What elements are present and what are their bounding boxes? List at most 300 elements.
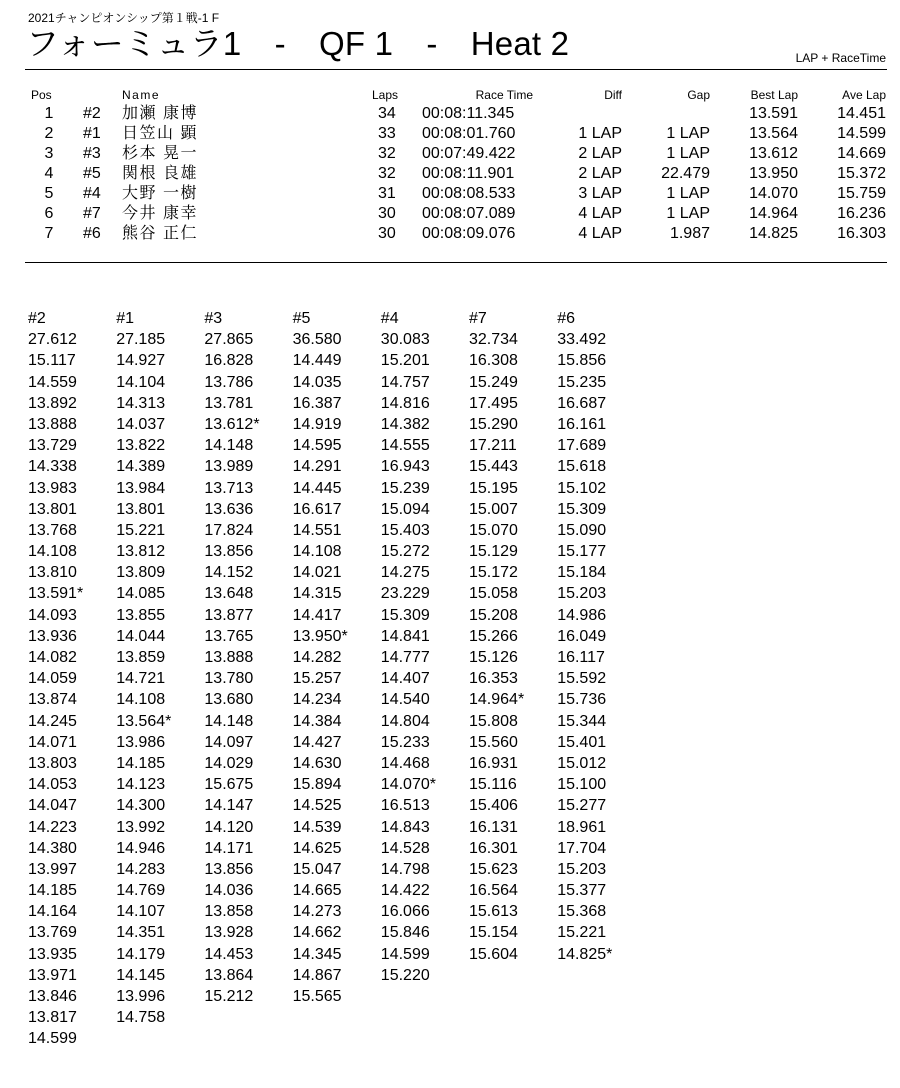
lap-time-cell: 14.234 xyxy=(292,691,342,709)
lap-time-cell: 14.070* xyxy=(380,776,436,794)
lap-time-cell: 14.843 xyxy=(380,818,430,836)
lap-column-header: #2 xyxy=(28,310,46,327)
lap-time-cell: 14.185 xyxy=(116,754,166,772)
race-time-cell: 00:08:11.901 xyxy=(422,165,515,182)
lap-time-cell: 15.233 xyxy=(380,733,430,751)
lap-time-cell: 16.387 xyxy=(292,394,342,412)
lap-time-cell: 14.093 xyxy=(28,606,77,624)
lap-time-cell: 15.846 xyxy=(380,924,430,942)
position-cell: 1 xyxy=(44,105,54,122)
lap-time-cell: 13.822 xyxy=(116,437,166,455)
lap-time-cell: 15.592 xyxy=(557,670,607,688)
lap-time-cell: 15.007 xyxy=(469,500,518,518)
lap-time-cell: 14.171 xyxy=(204,839,254,857)
lap-time-cell: 15.203 xyxy=(557,585,607,603)
best-lap-cell: 14.964 xyxy=(749,205,798,222)
gap-cell: 1 LAP xyxy=(666,125,710,142)
lap-time-cell: 15.403 xyxy=(380,521,430,539)
lap-time-cell: 14.179 xyxy=(116,945,166,963)
supertitle: 2021チャンピオンシップ第１戦-1 F xyxy=(28,11,220,25)
gap-cell: 1 LAP xyxy=(666,205,710,222)
lap-time-cell: 15.618 xyxy=(557,458,607,476)
lap-time-cell: 14.223 xyxy=(28,818,77,836)
results-header-row xyxy=(0,88,900,104)
lap-time-cell: 14.108 xyxy=(292,543,342,561)
position-cell: 2 xyxy=(44,125,54,142)
driver-name-cell: 加瀬 康博 xyxy=(122,105,198,122)
lap-time-cell: 14.029 xyxy=(204,754,254,772)
car-number-cell: #6 xyxy=(83,225,101,242)
car-number-cell: #1 xyxy=(83,125,101,142)
lap-time-cell: 16.943 xyxy=(380,458,430,476)
lap-time-cell: 30.083 xyxy=(380,331,430,349)
lap-column-header: #7 xyxy=(469,310,487,327)
diff-cell: 2 LAP xyxy=(578,165,622,182)
lap-time-cell: 15.012 xyxy=(557,754,607,772)
lap-time-cell: 16.513 xyxy=(380,797,430,815)
lap-time-cell: 14.816 xyxy=(380,394,430,412)
lap-time-cell: 14.389 xyxy=(116,458,166,476)
race-time-cell: 00:08:11.345 xyxy=(422,105,515,122)
lap-time-cell: 14.071 xyxy=(28,733,77,751)
lap-time-cell: 13.765 xyxy=(204,627,254,645)
lap-time-cell: 14.351 xyxy=(116,924,166,942)
diff-cell: 1 LAP xyxy=(578,125,622,142)
race-time-cell: 00:07:49.422 xyxy=(422,145,516,162)
lap-time-cell: 15.560 xyxy=(469,733,518,751)
gap-cell: 22.479 xyxy=(661,165,710,182)
lap-time-cell: 13.950* xyxy=(292,627,348,645)
lap-time-cell: 13.817 xyxy=(28,1009,77,1027)
lap-time-cell: 15.894 xyxy=(292,776,342,794)
lap-time-cell: 15.090 xyxy=(557,521,607,539)
lap-time-cell: 14.625 xyxy=(292,839,342,857)
lap-time-cell: 14.148 xyxy=(204,437,254,455)
lap-time-cell: 14.275 xyxy=(380,564,430,582)
lap-time-cell: 16.049 xyxy=(557,627,607,645)
lap-time-cell: 16.161 xyxy=(557,415,607,433)
lap-time-cell: 13.864 xyxy=(204,966,254,984)
ave-lap-cell: 16.236 xyxy=(837,205,886,222)
lap-time-cell: 14.551 xyxy=(292,521,342,539)
lap-time-cell: 17.824 xyxy=(204,521,254,539)
diff-cell: 4 LAP xyxy=(578,225,622,242)
lap-time-cell: 14.097 xyxy=(204,733,254,751)
lap-time-cell: 13.809 xyxy=(116,564,166,582)
lap-time-cell: 15.257 xyxy=(292,670,342,688)
lap-time-cell: 14.082 xyxy=(28,649,77,666)
table-row xyxy=(0,164,900,184)
lap-time-cell: 14.407 xyxy=(380,670,430,688)
lap-time-cell: 15.195 xyxy=(469,479,518,497)
lap-time-cell: 16.564 xyxy=(469,882,518,900)
diff-cell: 3 LAP xyxy=(578,185,622,202)
lap-time-cell: 14.841 xyxy=(380,627,430,645)
laps-cell: 30 xyxy=(378,205,396,222)
col-race-time: Race Time xyxy=(475,88,533,102)
lap-time-cell: 14.185 xyxy=(28,882,77,900)
lap-time-cell: 33.492 xyxy=(557,331,607,349)
lap-time-cell: 16.301 xyxy=(469,839,518,857)
lap-time-cell: 13.768 xyxy=(28,521,77,539)
laps-cell: 30 xyxy=(378,225,396,242)
lap-column xyxy=(381,308,471,986)
lap-column-header: #3 xyxy=(204,310,223,327)
table-row xyxy=(0,204,900,224)
lap-time-cell: 14.721 xyxy=(116,670,166,688)
lap-time-cell: 27.612 xyxy=(28,331,77,349)
lap-time-cell: 15.675 xyxy=(204,776,254,794)
lap-time-cell: 13.786 xyxy=(204,373,254,391)
lap-time-cell: 13.874 xyxy=(28,691,77,709)
driver-name-cell: 関根 良雄 xyxy=(122,165,198,182)
laps-cell: 32 xyxy=(378,145,396,162)
lap-time-cell: 15.443 xyxy=(469,458,518,476)
lap-time-cell: 14.120 xyxy=(204,818,254,836)
car-number-cell: #5 xyxy=(83,165,101,182)
lap-time-cell: 14.427 xyxy=(292,733,342,751)
ave-lap-cell: 14.669 xyxy=(837,145,886,162)
lap-time-cell: 15.309 xyxy=(557,500,607,518)
lap-time-cell: 14.104 xyxy=(116,373,166,391)
diff-cell: 4 LAP xyxy=(578,205,622,222)
race-time-cell: 00:08:09.076 xyxy=(422,225,516,242)
lap-column xyxy=(557,308,647,965)
position-cell: 5 xyxy=(44,185,54,202)
lap-time-cell: 14.044 xyxy=(116,627,166,645)
lap-time-cell: 15.058 xyxy=(469,585,518,603)
driver-name-cell: 日笠山 顕 xyxy=(122,125,198,142)
gap-cell: 1.987 xyxy=(669,225,710,242)
lap-time-cell: 15.368 xyxy=(557,903,607,921)
lap-time-cell: 14.037 xyxy=(116,415,166,433)
lap-time-cell: 15.102 xyxy=(557,479,607,497)
lap-time-cell: 14.599 xyxy=(28,1030,77,1048)
ave-lap-cell: 15.372 xyxy=(837,165,886,182)
lap-time-cell: 14.384 xyxy=(292,712,342,730)
lap-time-cell: 15.203 xyxy=(557,860,607,878)
lap-time-cell: 13.984 xyxy=(116,479,166,497)
driver-name-cell: 杉本 晃一 xyxy=(122,145,198,162)
position-cell: 7 xyxy=(44,225,54,242)
lap-time-cell: 14.338 xyxy=(28,458,77,476)
lap-time-cell: 13.846 xyxy=(28,988,77,1005)
lap-time-cell: 17.704 xyxy=(557,839,607,857)
lap-time-cell: 23.229 xyxy=(380,585,430,603)
lap-time-cell: 14.021 xyxy=(292,564,342,582)
lap-time-cell: 14.804 xyxy=(380,712,430,730)
lap-time-cell: 13.810 xyxy=(28,564,77,582)
lap-time-cell: 13.858 xyxy=(204,903,254,921)
lap-time-cell: 14.769 xyxy=(116,882,166,900)
lap-time-cell: 15.100 xyxy=(557,776,607,794)
footer-rule xyxy=(25,262,887,263)
lap-time-cell: 14.453 xyxy=(204,945,254,963)
lap-time-cell: 14.313 xyxy=(116,394,166,412)
best-lap-cell: 13.612 xyxy=(749,145,798,162)
lap-time-cell: 13.888 xyxy=(204,649,254,666)
lap-time-cell: 15.309 xyxy=(380,606,430,624)
results-table xyxy=(0,88,900,244)
lap-time-cell: 15.221 xyxy=(116,521,166,539)
lap-time-cell: 15.623 xyxy=(469,860,518,878)
lap-time-cell: 15.172 xyxy=(469,564,518,582)
lap-time-cell: 17.689 xyxy=(557,437,607,455)
results-body xyxy=(0,104,900,244)
best-lap-cell: 13.591 xyxy=(749,105,798,122)
lap-time-cell: 13.812 xyxy=(116,543,166,561)
lap-time-cell: 14.164 xyxy=(28,903,77,921)
best-lap-cell: 14.070 xyxy=(749,185,798,202)
lap-time-cell: 13.856 xyxy=(204,543,254,561)
lap-time-cell: 13.856 xyxy=(204,860,254,878)
lap-time-cell: 15.116 xyxy=(469,776,517,794)
lap-time-cell: 14.283 xyxy=(116,860,166,878)
lap-column xyxy=(469,308,559,965)
lap-time-cell: 15.129 xyxy=(469,543,518,561)
lap-time-cell: 16.308 xyxy=(469,352,518,370)
lap-time-cell: 13.713 xyxy=(204,479,254,497)
car-number-cell: #2 xyxy=(83,105,101,122)
lap-time-cell: 14.273 xyxy=(292,903,342,921)
car-number-cell: #7 xyxy=(83,205,101,222)
table-row xyxy=(0,224,900,244)
ave-lap-cell: 16.303 xyxy=(837,225,886,242)
lap-time-cell: 27.865 xyxy=(204,331,254,349)
lap-time-cell: 14.867 xyxy=(292,966,342,984)
lap-time-cell: 16.931 xyxy=(469,754,518,772)
lap-time-cell: 14.662 xyxy=(292,924,342,942)
lap-time-cell: 13.997 xyxy=(28,860,77,878)
lap-column xyxy=(293,308,383,1007)
lap-column xyxy=(116,308,206,1028)
lap-time-cell: 14.108 xyxy=(28,543,77,561)
diff-cell: 2 LAP xyxy=(578,145,622,162)
lap-column-header: #4 xyxy=(380,310,399,327)
lap-time-cell: 32.734 xyxy=(469,331,518,349)
lap-column xyxy=(204,308,294,1007)
lap-time-cell: 14.758 xyxy=(116,1009,166,1027)
lap-time-cell: 17.211 xyxy=(469,437,517,455)
lap-time-cell: 14.047 xyxy=(28,797,77,815)
lap-time-cell: 15.184 xyxy=(557,564,607,582)
lap-time-cell: 15.604 xyxy=(469,945,518,963)
lap-time-cell: 18.961 xyxy=(557,818,607,836)
lap-time-cell: 14.559 xyxy=(28,373,77,391)
lap-time-cell: 13.803 xyxy=(28,754,77,772)
lap-time-cell: 14.757 xyxy=(380,373,430,391)
lap-time-cell: 13.612* xyxy=(204,415,260,433)
laps-cell: 32 xyxy=(378,165,396,182)
lap-time-cell: 15.277 xyxy=(557,797,607,815)
lap-time-cell: 13.983 xyxy=(28,479,77,497)
lap-time-cell: 14.085 xyxy=(116,585,166,603)
position-cell: 4 xyxy=(44,165,54,182)
car-number-cell: #3 xyxy=(83,145,101,162)
lap-time-cell: 14.417 xyxy=(292,606,342,624)
lap-time-cell: 14.107 xyxy=(116,903,166,921)
lap-time-cell: 13.680 xyxy=(204,691,254,709)
lap-time-cell: 14.059 xyxy=(28,670,77,688)
lap-time-cell: 15.377 xyxy=(557,882,607,900)
lap-time-cell: 13.591* xyxy=(28,585,84,603)
lap-time-cell: 14.468 xyxy=(380,754,430,772)
lap-time-cell: 15.290 xyxy=(469,415,518,433)
lap-time-cell: 15.249 xyxy=(469,373,518,391)
laps-cell: 33 xyxy=(378,125,396,142)
race-time-cell: 00:08:01.760 xyxy=(422,125,516,142)
lap-time-cell: 14.123 xyxy=(116,776,166,794)
lap-time-cell: 14.445 xyxy=(292,479,342,497)
lap-time-cell: 15.208 xyxy=(469,606,518,624)
lap-time-cell: 14.382 xyxy=(380,415,430,433)
lap-time-cell: 36.580 xyxy=(292,331,342,349)
driver-name-cell: 大野 一樹 xyxy=(122,185,198,202)
gap-cell: 1 LAP xyxy=(666,145,710,162)
lap-time-cell: 14.964* xyxy=(469,691,525,709)
lap-time-cell: 13.992 xyxy=(116,818,166,836)
lap-time-cell: 13.877 xyxy=(204,606,254,624)
position-cell: 3 xyxy=(44,145,54,162)
lap-time-cell: 14.300 xyxy=(116,797,166,815)
col-pos: Pos xyxy=(31,88,52,102)
lap-time-cell: 15.201 xyxy=(380,352,430,370)
lap-time-cell: 14.539 xyxy=(292,818,342,836)
lap-time-cell: 14.315 xyxy=(292,585,342,603)
lap-time-cell: 13.729 xyxy=(28,437,77,455)
lap-time-cell: 15.344 xyxy=(557,712,607,730)
table-row xyxy=(0,144,900,164)
laps-cell: 34 xyxy=(378,105,396,122)
lap-time-cell: 14.986 xyxy=(557,606,607,624)
lap-time-cell: 14.919 xyxy=(292,415,342,433)
ave-lap-cell: 15.759 xyxy=(837,185,886,202)
lap-time-cell: 14.345 xyxy=(292,945,342,963)
car-number-cell: #4 xyxy=(83,185,101,202)
lap-time-cell: 13.928 xyxy=(204,924,254,942)
lap-time-cell: 14.291 xyxy=(292,458,342,476)
lap-time-cell: 13.855 xyxy=(116,606,166,624)
lap-time-cell: 13.801 xyxy=(116,500,166,518)
lap-time-cell: 15.220 xyxy=(380,966,430,984)
lap-time-cell: 15.235 xyxy=(557,373,607,391)
lap-time-cell: 14.927 xyxy=(116,352,166,370)
lap-time-cell: 13.936 xyxy=(28,627,77,645)
lap-time-cell: 16.066 xyxy=(380,903,430,921)
lap-time-cell: 14.282 xyxy=(292,649,342,666)
lap-time-cell: 15.094 xyxy=(380,500,430,518)
lap-time-cell: 14.525 xyxy=(292,797,342,815)
lap-time-cell: 14.422 xyxy=(380,882,430,900)
race-time-cell: 00:08:08.533 xyxy=(422,185,516,202)
lap-time-cell: 14.540 xyxy=(380,691,430,709)
lap-time-cell: 14.555 xyxy=(380,437,430,455)
lap-time-cell: 15.272 xyxy=(380,543,430,561)
lap-time-cell: 14.946 xyxy=(116,839,166,857)
lap-time-cell: 14.449 xyxy=(292,352,342,370)
driver-name-cell: 熊谷 正仁 xyxy=(122,225,198,242)
lap-time-cell: 13.859 xyxy=(116,649,166,666)
lap-time-cell: 27.185 xyxy=(116,331,166,349)
lap-time-cell: 14.595 xyxy=(292,437,342,455)
col-ave-lap: Ave Lap xyxy=(842,88,886,102)
lap-time-cell: 14.528 xyxy=(380,839,430,857)
lap-time-cell: 13.935 xyxy=(28,945,77,963)
lap-time-cell: 14.152 xyxy=(204,564,254,582)
lap-time-cell: 15.047 xyxy=(292,860,342,878)
col-name: Name xyxy=(122,88,161,102)
lap-time-cell: 14.245 xyxy=(28,712,77,730)
lap-column xyxy=(28,308,118,1050)
ave-lap-cell: 14.451 xyxy=(837,105,886,122)
lap-time-cell: 16.131 xyxy=(469,818,518,836)
col-diff: Diff xyxy=(604,88,622,102)
lap-time-cell: 13.564* xyxy=(116,712,172,730)
driver-name-cell: 今井 康幸 xyxy=(122,205,198,222)
lap-time-cell: 14.053 xyxy=(28,776,77,794)
lap-time-cell: 13.892 xyxy=(28,394,77,412)
lap-time-cell: 16.117 xyxy=(557,649,605,666)
best-lap-cell: 14.825 xyxy=(749,225,798,242)
lap-time-cell: 13.986 xyxy=(116,733,166,751)
lap-time-cell: 15.401 xyxy=(557,733,607,751)
table-row xyxy=(0,184,900,204)
lap-time-cell: 14.825* xyxy=(557,945,613,963)
lap-time-cell: 15.613 xyxy=(469,903,518,921)
lap-time-cell: 13.801 xyxy=(28,500,77,518)
lap-time-cell: 14.148 xyxy=(204,712,254,730)
lap-column-header: #1 xyxy=(116,310,134,327)
subtitle: LAP + RaceTime xyxy=(795,51,886,65)
lap-time-cell: 13.989 xyxy=(204,458,254,476)
lap-time-cell: 15.221 xyxy=(557,924,607,942)
lap-time-cell: 15.070 xyxy=(469,521,518,539)
lap-time-cell: 15.856 xyxy=(557,352,607,370)
lap-time-cell: 14.035 xyxy=(292,373,342,391)
lap-time-cell: 15.736 xyxy=(557,691,607,709)
lap-time-cell: 14.665 xyxy=(292,882,342,900)
lap-time-cell: 13.996 xyxy=(116,988,166,1005)
lap-time-cell: 14.798 xyxy=(380,860,430,878)
lap-time-cell: 13.636 xyxy=(204,500,254,518)
lap-time-cell: 14.777 xyxy=(380,649,430,666)
lap-time-cell: 15.239 xyxy=(380,479,430,497)
lap-time-cell: 13.888 xyxy=(28,415,77,433)
lap-time-cell: 13.781 xyxy=(204,394,254,412)
lap-time-cell: 13.971 xyxy=(28,966,77,984)
lap-time-cell: 15.177 xyxy=(557,543,607,561)
lap-time-cell: 15.154 xyxy=(469,924,518,942)
lap-time-cell: 15.808 xyxy=(469,712,518,730)
col-gap: Gap xyxy=(687,88,710,102)
lap-time-cell: 14.147 xyxy=(204,797,254,815)
header-rule xyxy=(25,69,887,70)
lap-time-cell: 15.212 xyxy=(204,988,254,1005)
gap-cell: 1 LAP xyxy=(666,185,710,202)
lap-column-header: #5 xyxy=(292,310,311,327)
lap-time-cell: 13.769 xyxy=(28,924,77,942)
lap-time-cell: 15.266 xyxy=(469,627,518,645)
lap-time-cell: 16.617 xyxy=(292,500,342,518)
best-lap-cell: 13.950 xyxy=(749,165,798,182)
lap-column-header: #6 xyxy=(557,310,575,327)
lap-time-cell: 14.599 xyxy=(380,945,430,963)
laps-cell: 31 xyxy=(378,185,396,202)
lap-time-cell: 15.126 xyxy=(469,649,518,666)
table-row xyxy=(0,104,900,124)
lap-time-cell: 13.780 xyxy=(204,670,254,688)
lap-time-cell: 13.648 xyxy=(204,585,254,603)
